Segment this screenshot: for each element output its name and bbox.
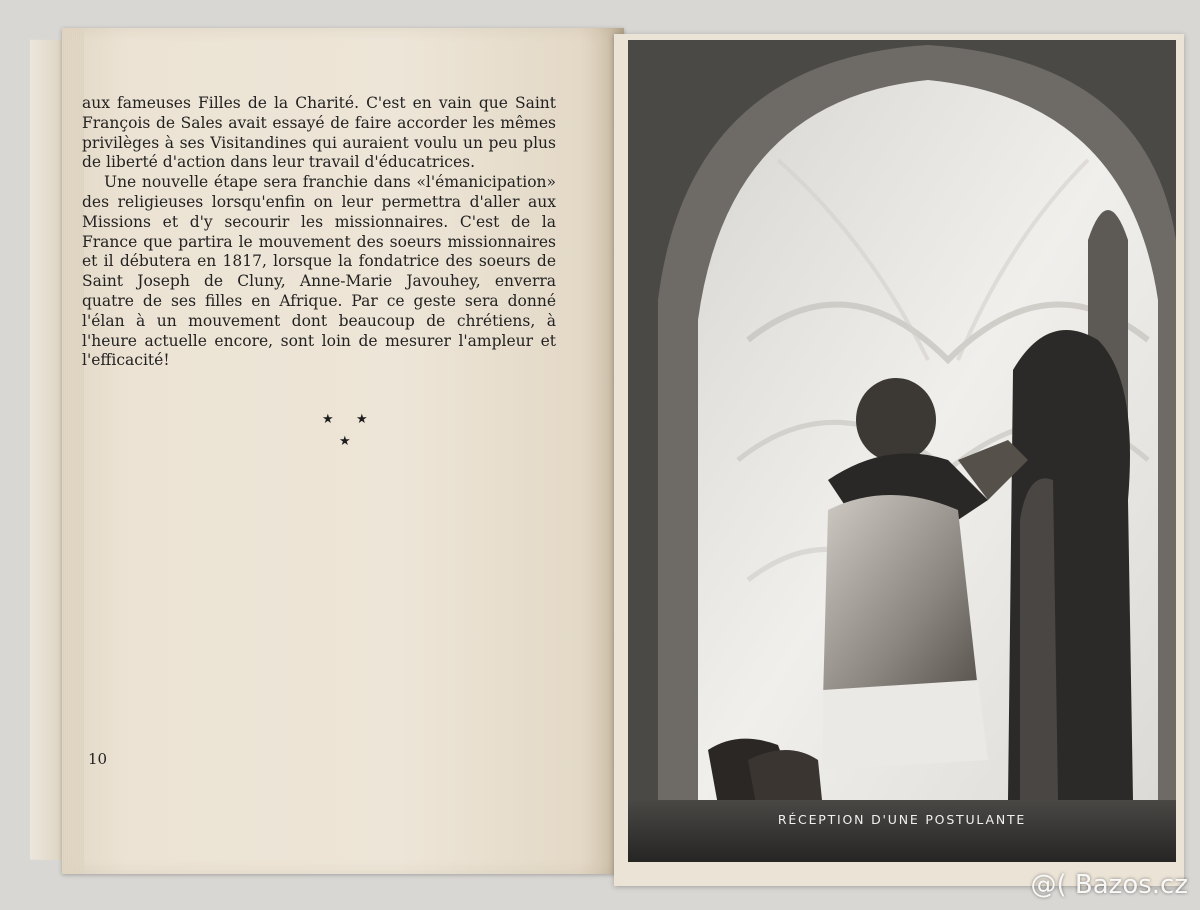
star-icon: ★ <box>339 434 351 449</box>
photo-illustration <box>628 40 1176 862</box>
body-text <box>82 94 556 371</box>
photo-caption: RÉCEPTION D'UNE POSTULANTE <box>777 812 1027 827</box>
star-ornament <box>316 412 376 452</box>
page-edges <box>62 28 84 874</box>
paragraph-1: aux fameuses Filles de la Charité. C'est en vain que Saint François de Sales avait essayé de faire accorder les mêmes privilèges à ses Visitandines qui auraient voulu un peu plus de liberté d'action dans leur travail d'éducatrices. <box>82 94 556 172</box>
watermark-logo: @( Bazos.cz <box>1030 870 1188 900</box>
paragraph-2: Une nouvelle étape sera franchie dans «l'émanicipation» des religieuses lorsqu'enfin on leur permettra d'aller aux Missions et d'y secourir les missionnaires. C'est de la France que partira le mouvement des soeurs missionnaires et il débutera en 1817, lorsque la fondatrice des soeurs de Saint Joseph de Cluny, Anne-Marie Javouhey, enverra quatre de ses filles en Afrique. Par ce geste sera donné l'élan à un mouvement dont beaucoup de chrétiens, à l'heure actuelle encore, sont loin de mesurer l'ampleur et l'efficacité! <box>82 173 556 370</box>
star-icon: ★ <box>322 412 334 427</box>
photograph <box>628 40 1176 862</box>
star-icon: ★ <box>356 412 368 427</box>
page-number: 10 <box>88 750 108 768</box>
